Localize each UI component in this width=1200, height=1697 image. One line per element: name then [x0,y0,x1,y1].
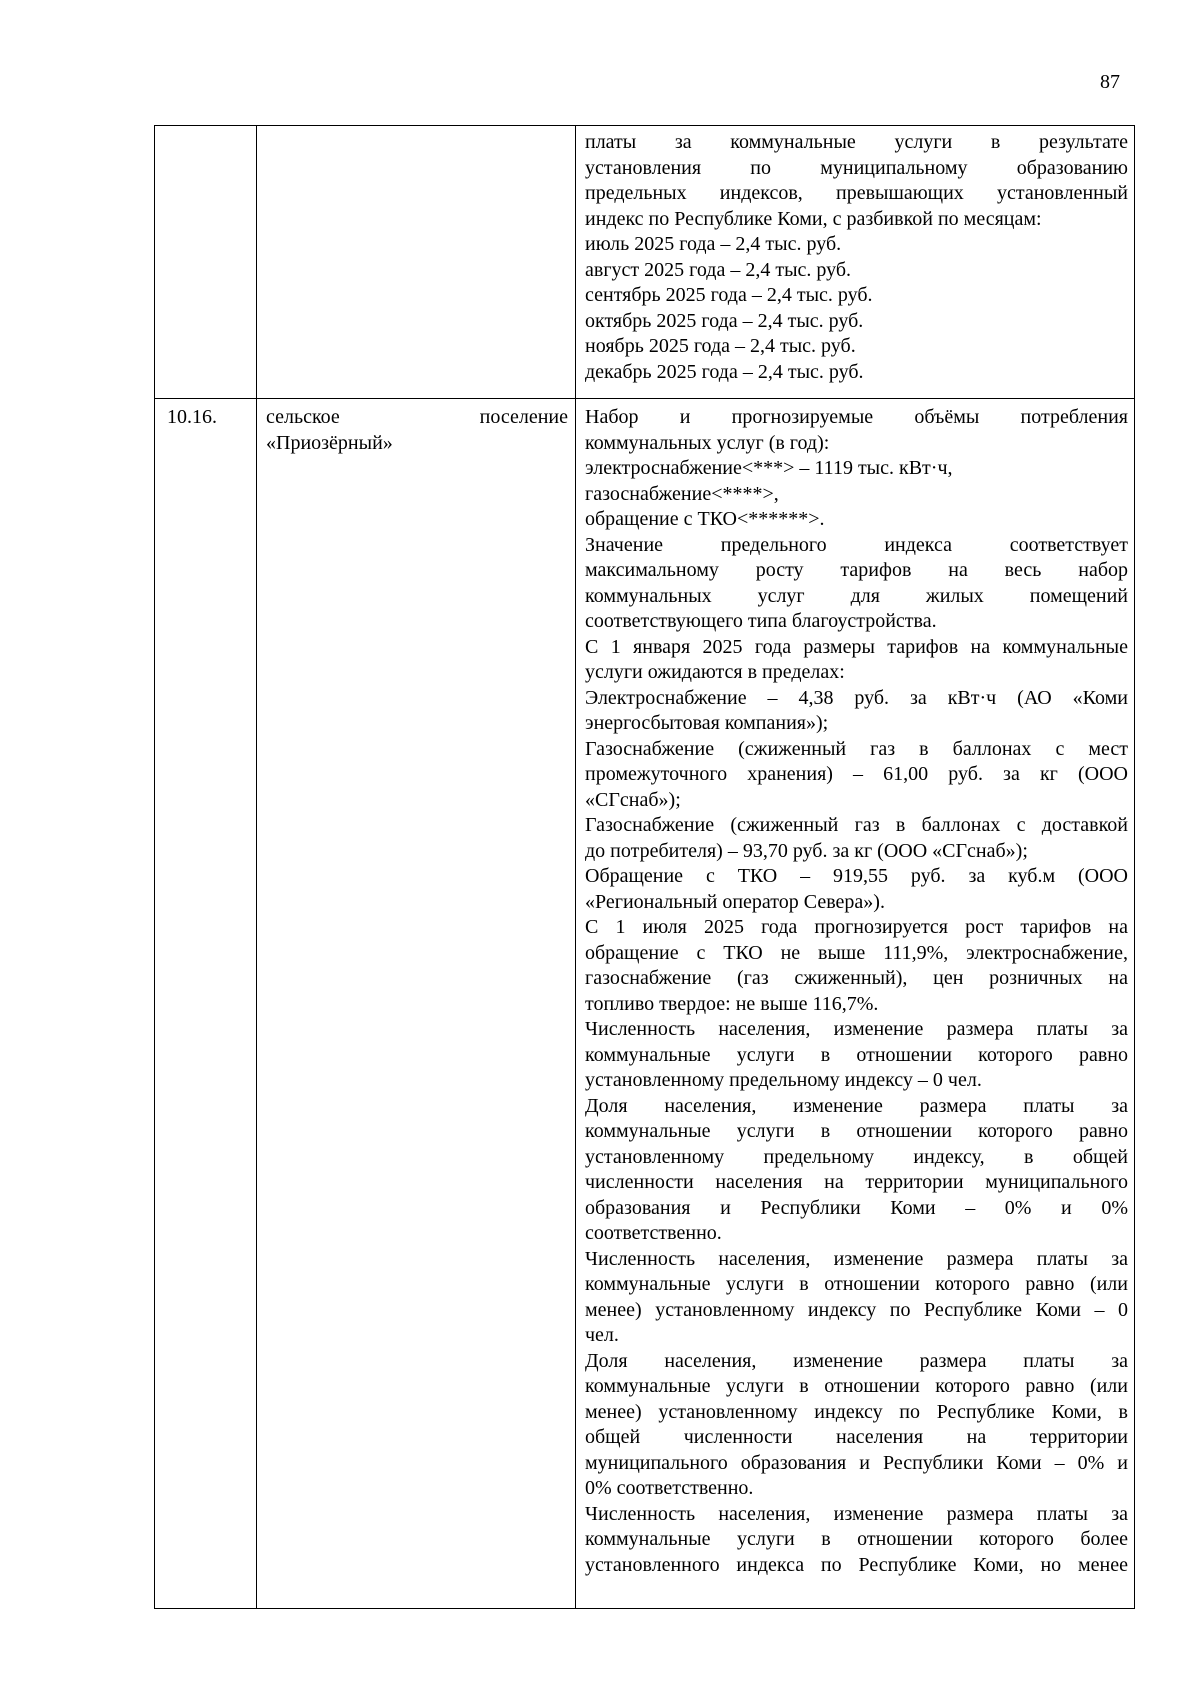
text-line: «СГснаб»); [585,788,681,811]
text-line: Значение предельного индекса соответствует [585,533,1128,556]
text-line: газоснабжение<****>, [585,482,779,505]
tariff-table [154,125,1135,1609]
text-line: С 1 января 2025 года размеры тарифов на коммунальные [585,635,1128,658]
text-line: коммунальные услуги в отношении которого равно [585,1043,1128,1066]
text-line: декабрь 2025 года – 2,4 тыс. руб. [585,360,864,383]
row-number-cell: 10.16. [155,399,257,1609]
text-line: коммунальных услуг (в год): [585,431,830,454]
text-line: Газоснабжение (сжиженный газ в баллонах с мест [585,737,1128,760]
text-line: сельское поселение [266,406,568,428]
row-number-cell [155,126,257,399]
text-line: октябрь 2025 года – 2,4 тыс. руб. [585,309,864,332]
text-line: коммунальные услуги в отношении которого более [585,1528,1128,1550]
text-line: коммунальных услуг для жилых помещений [585,584,1128,607]
text-line: установленному предельному индексу – 0 чел. [585,1069,982,1091]
text-line: услуги ожидаются в пределах: [585,661,845,683]
text-line: соответственно. [585,1222,722,1244]
text-line: обращение с ТКО<******>. [585,508,825,530]
table-row [155,399,1135,1609]
text-line: установленному предельному индексу, в общей [585,1145,1128,1168]
text-line: Численность населения, изменение размера платы за [585,1247,1128,1270]
text-line: промежуточного хранения) – 61,00 руб. за кг (ООО [585,763,1128,785]
text-line: установленного индекса по Республике Коми, но менее [585,1553,1128,1576]
text-line: Численность населения, изменение размера платы за [585,1502,1128,1525]
text-line: Обращение с ТКО – 919,55 руб. за куб.м (ООО [585,865,1128,887]
text-line: газоснабжение (газ сжиженный), цен розничных на [585,967,1128,989]
text-line: соответствующего типа благоустройства. [585,610,937,632]
text-line: предельных индексов, превышающих установленный [585,182,1128,204]
text-line: общей численности населения на территории [585,1426,1128,1448]
text-line: «Приозёрный» [266,431,393,454]
text-line: численности населения на территории муниципального [585,1171,1128,1193]
text-line: энергосбытовая компания»); [585,712,829,734]
text-line: до потребителя) – 93,70 руб. за кг (ООО «СГснаб»); [585,839,1028,862]
text-line: Газоснабжение (сжиженный газ в баллонах с доставкой [585,814,1128,836]
text-line: коммунальные услуги в отношении которого равно [585,1120,1128,1142]
text-line: электроснабжение<***> – 1119 тыс. кВт·ч, [585,457,953,479]
text-line: С 1 июля 2025 года прогнозируется рост тарифов на [585,916,1128,938]
municipality-cell [257,399,576,1609]
text-line: менее) установленному индексу по Республике Коми, в [585,1400,1128,1423]
text-line: установления по муниципальному образованию [585,156,1128,179]
text-line: Доля населения, изменение размера платы за [585,1349,1128,1372]
text-line: коммунальные услуги в отношении которого равно (или [585,1273,1128,1295]
text-line: индекс по Республике Коми, с разбивкой по месяцам: [585,207,1042,230]
text-line: коммунальные услуги в отношении которого равно (или [585,1375,1128,1397]
text-line: обращение с ТКО не выше 111,9%, электроснабжение, [585,941,1128,964]
description-cell [576,399,1135,1609]
text-line: август 2025 года – 2,4 тыс. руб. [585,258,852,281]
table-row [155,126,1135,399]
text-line: ноябрь 2025 года – 2,4 тыс. руб. [585,335,856,357]
text-line: менее) установленному индексу по Республике Коми – 0 [585,1298,1128,1321]
text-line: сентябрь 2025 года – 2,4 тыс. руб. [585,284,873,306]
municipality-cell [257,126,576,399]
description-cell [576,126,1135,399]
text-line: образования и Республики Коми – 0% и 0% [585,1196,1128,1219]
text-line: Численность населения, изменение размера платы за [585,1018,1128,1040]
text-line: июль 2025 года – 2,4 тыс. руб. [585,233,842,255]
text-line: 0% соответственно. [585,1477,754,1499]
text-line: Электроснабжение – 4,38 руб. за кВт·ч (АО «Коми [585,686,1128,709]
text-line: топливо твердое: не выше 116,7%. [585,992,879,1015]
page-number: 87 [1100,71,1120,93]
text-line: муниципального образования и Республики Коми – 0% и [585,1451,1128,1474]
text-line: чел. [585,1324,619,1346]
text-line: Доля населения, изменение размера платы за [585,1094,1128,1117]
text-line: максимальному росту тарифов на весь набор [585,559,1128,581]
text-line: платы за коммунальные услуги в результате [585,131,1128,153]
text-line: «Региональный оператор Севера»). [585,890,885,913]
text-line: Набор и прогнозируемые объёмы потребления [585,406,1128,428]
